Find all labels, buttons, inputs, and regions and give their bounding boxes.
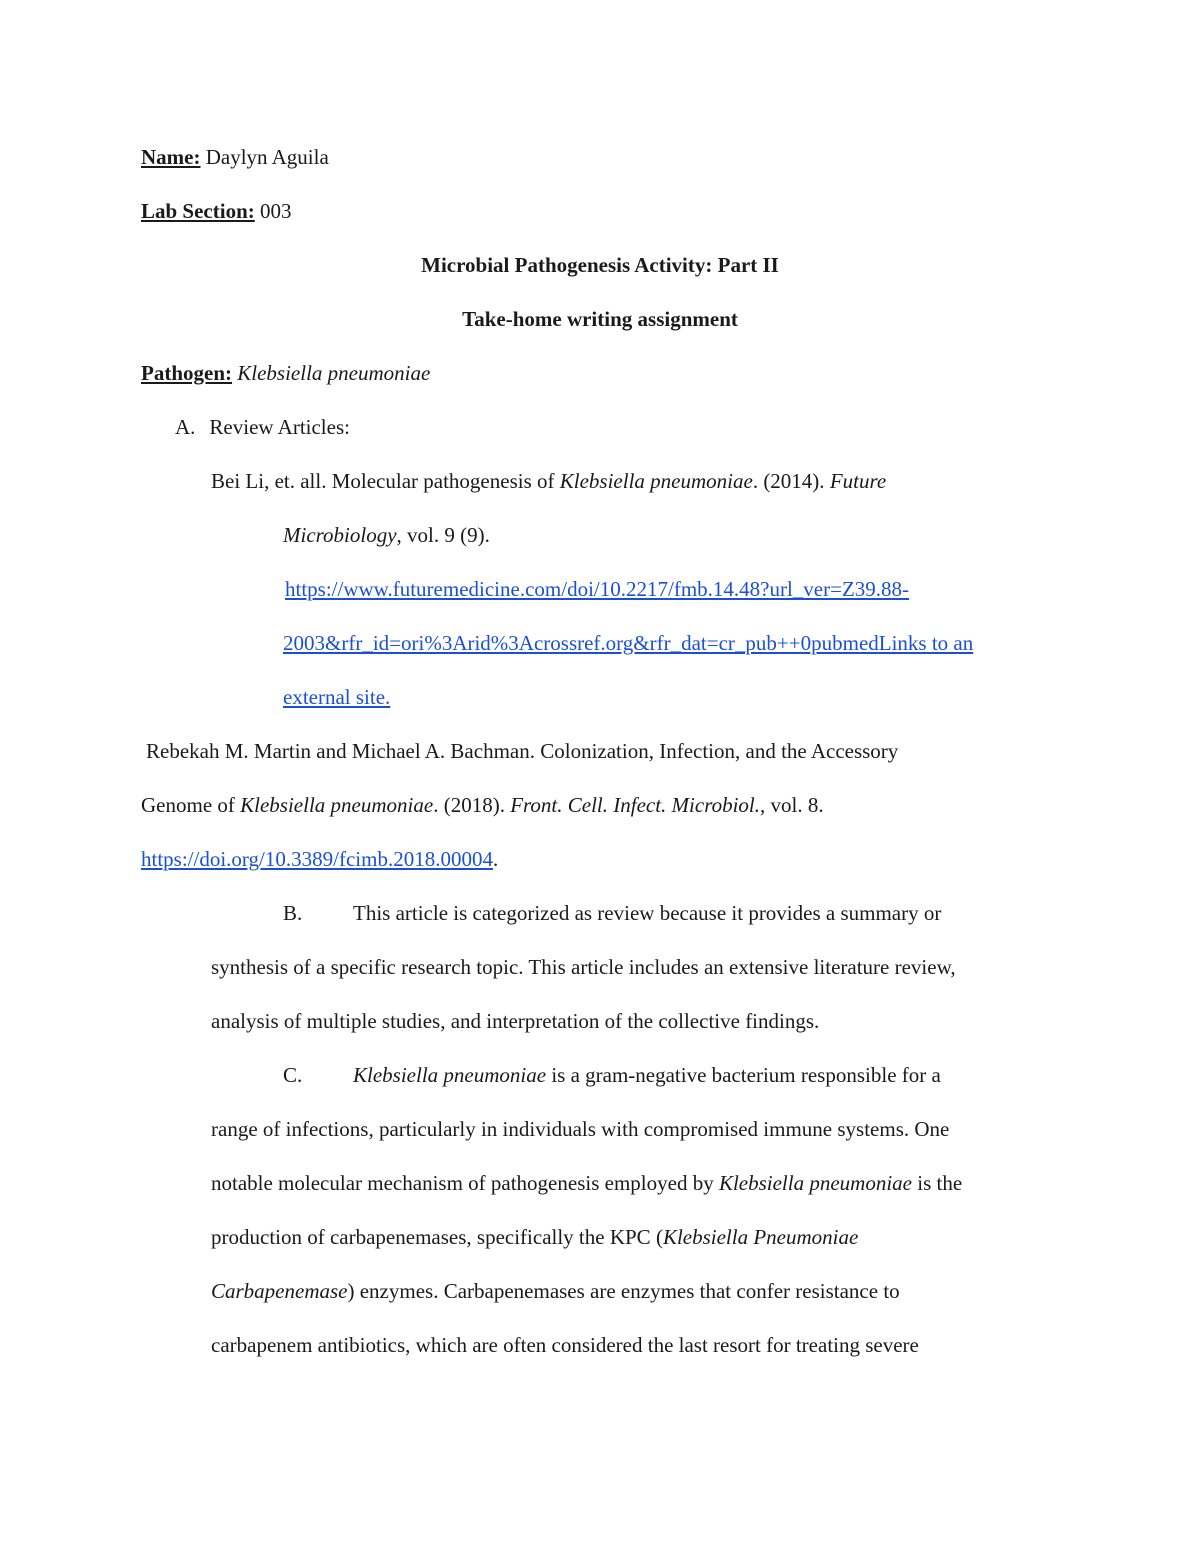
- section-c-line-3: notable molecular mechanism of pathogenesis employed by Klebsiella pneumoniae is the: [211, 1171, 963, 1195]
- section-b-marker: B.: [283, 901, 303, 925]
- section-a-heading: [175, 413, 350, 441]
- lab-section-label: Lab Section:: [141, 199, 255, 223]
- reference-2-link[interactable]: https://doi.org/10.3389/fcimb.2018.00004: [141, 847, 493, 871]
- section-a-marker: A.: [175, 415, 196, 439]
- lab-section-value: 003: [260, 199, 292, 223]
- reference-1-link-line-2: [283, 629, 973, 657]
- section-c-line-5: Carbapenemase) enzymes. Carbapenemases are enzymes that confer resistance to: [211, 1279, 900, 1303]
- document-title: Microbial Pathogenesis Activity: Part II: [421, 253, 779, 277]
- name-label: Name:: [141, 145, 201, 169]
- section-c-line-2: range of infections, particularly in individuals with compromised immune systems. One: [211, 1117, 950, 1141]
- section-a-title: Review Articles:: [209, 415, 350, 439]
- document-subtitle: Take-home writing assignment: [462, 307, 738, 331]
- reference-1-link[interactable]: https://www.futuremedicine.com/doi/10.2217/fmb.14.48?url_ver=Z39.88-: [285, 577, 910, 601]
- reference-1-link-line-1: [285, 575, 909, 603]
- reference-1-link-cont[interactable]: 2003&rfr_id=ori%3Arid%3Acrossref.org&rfr_dat=cr_pub++0pubmedLinks to an: [283, 631, 974, 655]
- name-line: [141, 143, 329, 171]
- section-b-line-2: synthesis of a specific research topic. This article includes an extensive literature review,: [211, 955, 956, 979]
- pathogen-line: [141, 359, 430, 387]
- pathogen-label: Pathogen:: [141, 361, 232, 385]
- section-b-line-3: analysis of multiple studies, and interpretation of the collective findings.: [211, 1009, 820, 1033]
- reference-1-link-line-3: [283, 683, 390, 711]
- reference-2-line-1: Rebekah M. Martin and Michael A. Bachman. Colonization, Infection, and the Accessory: [146, 739, 899, 763]
- lab-section-line: [141, 197, 292, 225]
- reference-1-line-2: Microbiology, vol. 9 (9).: [283, 523, 490, 547]
- name-value: Daylyn Aguila: [205, 145, 329, 169]
- pathogen-value: Klebsiella pneumoniae: [237, 361, 431, 385]
- section-b-line-1: This article is categorized as review because it provides a summary or: [353, 901, 942, 925]
- reference-1-line-1: Bei Li, et. all. Molecular pathogenesis of Klebsiella pneumoniae. (2014). Future: [211, 469, 887, 493]
- reference-2-link-line: https://doi.org/10.3389/fcimb.2018.00004.: [141, 847, 499, 871]
- section-c-line-1: Klebsiella pneumoniae is a gram-negative bacterium responsible for a: [353, 1063, 941, 1087]
- reference-1-link-external[interactable]: external site.: [283, 685, 391, 709]
- reference-2-line-2: Genome of Klebsiella pneumoniae. (2018). Front. Cell. Infect. Microbiol., vol. 8.: [141, 793, 824, 817]
- section-c-marker: C.: [283, 1063, 303, 1087]
- section-c-line-6: carbapenem antibiotics, which are often considered the last resort for treating severe: [211, 1333, 919, 1357]
- section-c-line-4: production of carbapenemases, specifically the KPC (Klebsiella Pneumoniae: [211, 1225, 859, 1249]
